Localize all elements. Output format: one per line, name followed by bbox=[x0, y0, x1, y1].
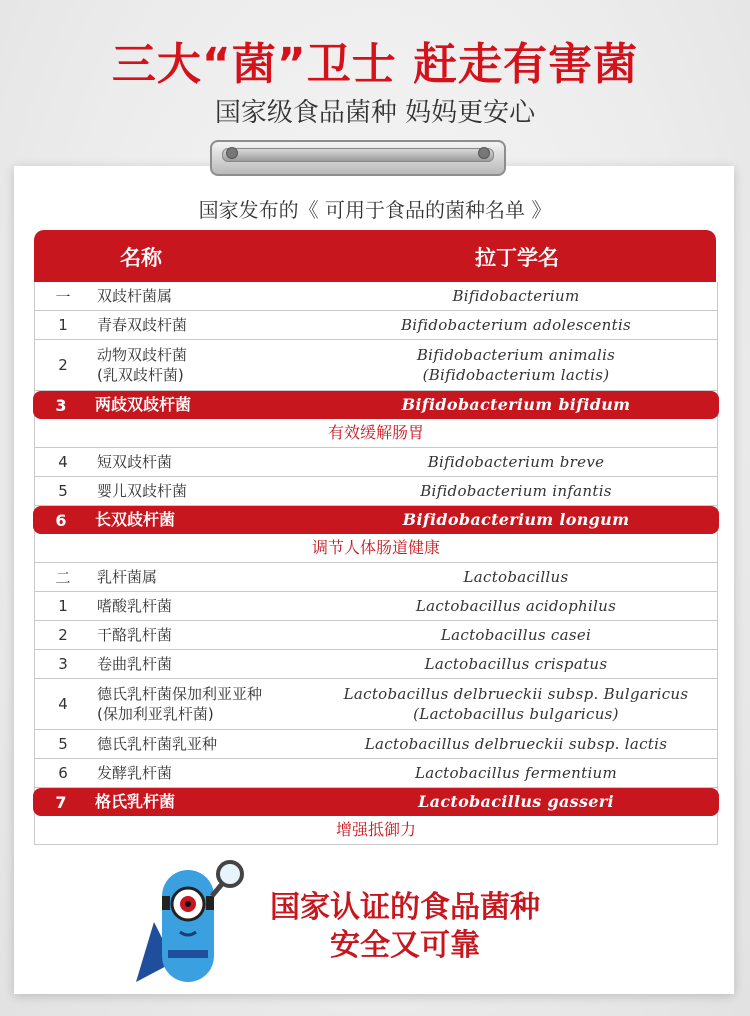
strain-latin-name bbox=[313, 788, 719, 816]
chinese-name-line: 发酵乳杆菌 bbox=[97, 764, 173, 782]
page-title: 三大“菌”卫士 赶走有害菌 bbox=[111, 39, 639, 90]
table-row-highlighted bbox=[33, 506, 719, 534]
strain-latin-name bbox=[315, 679, 717, 729]
strain-latin-name bbox=[315, 592, 717, 620]
page-subtitle: 国家级食品菌种 妈妈更安心 bbox=[214, 98, 536, 128]
latin-name-line: Bifidobacterium infantis bbox=[420, 482, 612, 500]
strain-latin-name bbox=[315, 730, 717, 758]
clipboard-clip-icon bbox=[210, 140, 506, 176]
row-number: 5 bbox=[58, 735, 68, 753]
latin-name-line: Lactobacillus delbrueckii subsp. Bulgaricus bbox=[343, 685, 689, 703]
strain-latin-name bbox=[315, 650, 717, 678]
latin-name-line: Lactobacillus delbrueckii subsp. lactis bbox=[364, 735, 668, 753]
latin-name-line: Bifidobacterium animalis bbox=[416, 346, 616, 364]
latin-name-line: Bifidobacterium longum bbox=[402, 510, 630, 529]
strain-latin-name bbox=[315, 448, 717, 476]
chinese-name-line: 德氏乳杆菌乳亚种 bbox=[97, 735, 218, 753]
strain-chinese-name bbox=[97, 311, 187, 339]
chinese-name-line: 两歧双歧杆菌 bbox=[95, 395, 192, 414]
row-number: 3 bbox=[55, 395, 67, 415]
strain-latin-name bbox=[313, 506, 719, 534]
table-row bbox=[35, 730, 717, 759]
strain-chinese-name bbox=[97, 282, 172, 310]
row-number: 1 bbox=[58, 316, 68, 334]
table-row bbox=[35, 759, 717, 788]
chinese-name-line: 动物双歧杆菌 bbox=[97, 346, 188, 364]
table-header bbox=[34, 230, 716, 282]
row-number: 2 bbox=[58, 626, 68, 644]
strain-latin-name bbox=[315, 759, 717, 787]
strain-chinese-name bbox=[97, 448, 172, 476]
blue-mascot-with-magnifier-icon bbox=[134, 852, 244, 992]
strain-latin-name bbox=[315, 282, 717, 310]
chinese-name-line: 青春双歧杆菌 bbox=[97, 316, 188, 334]
strain-chinese-name bbox=[97, 679, 262, 729]
row-number: 5 bbox=[58, 482, 68, 500]
column-header-name: 名称 bbox=[120, 246, 162, 270]
strain-chinese-name bbox=[97, 592, 172, 620]
row-number: 6 bbox=[55, 510, 67, 530]
strain-chinese-name bbox=[95, 506, 175, 534]
latin-name-line: (Bifidobacterium lactis) bbox=[422, 366, 610, 384]
row-number: 7 bbox=[55, 792, 67, 812]
strain-latin-name bbox=[313, 391, 719, 419]
chinese-name-line: 卷曲乳杆菌 bbox=[97, 655, 173, 673]
strain-chinese-name bbox=[95, 391, 191, 419]
chinese-name-line: 德氏乳杆菌保加利亚亚种 bbox=[97, 685, 263, 703]
row-number: 2 bbox=[58, 356, 68, 374]
slogan-line-1: 国家认证的食品菌种 bbox=[270, 890, 540, 925]
latin-name-line: Bifidobacterium bbox=[452, 287, 580, 305]
row-number: 1 bbox=[58, 597, 68, 615]
table-row bbox=[35, 650, 717, 679]
row-number: 一 bbox=[55, 287, 71, 306]
chinese-name-line: 乳杆菌属 bbox=[97, 568, 158, 586]
table-row bbox=[35, 448, 717, 477]
chinese-name-line: 双歧杆菌属 bbox=[97, 287, 173, 305]
latin-name-line: Lactobacillus casei bbox=[440, 626, 592, 644]
table-row bbox=[35, 311, 717, 340]
chinese-name-line: (保加利亚乳杆菌) bbox=[97, 705, 214, 723]
table-note-row: 增强抵御力 bbox=[35, 816, 717, 845]
table-row-highlighted bbox=[33, 788, 719, 816]
latin-name-line: Bifidobacterium adolescentis bbox=[400, 316, 632, 334]
latin-name-line: Bifidobacterium breve bbox=[427, 453, 605, 471]
table-row bbox=[35, 621, 717, 650]
slogan-line-2: 安全又可靠 bbox=[330, 928, 480, 963]
strain-chinese-name bbox=[97, 759, 172, 787]
strain-chinese-name bbox=[97, 563, 157, 591]
strain-latin-name bbox=[315, 340, 717, 390]
table-row-highlighted bbox=[33, 391, 719, 419]
strain-latin-name bbox=[315, 477, 717, 505]
table-note-row: 调节人体肠道健康 bbox=[35, 534, 717, 563]
strain-chinese-name bbox=[97, 340, 187, 390]
strain-chinese-name bbox=[95, 788, 175, 816]
latin-name-line: Lactobacillus crispatus bbox=[424, 655, 608, 673]
chinese-name-line: 短双歧杆菌 bbox=[97, 453, 173, 471]
chinese-name-line: 婴儿双歧杆菌 bbox=[97, 482, 188, 500]
chinese-name-line: 干酪乳杆菌 bbox=[97, 626, 173, 644]
strain-chinese-name bbox=[97, 621, 172, 649]
row-number: 4 bbox=[58, 695, 68, 713]
strain-latin-name bbox=[315, 563, 717, 591]
latin-name-line: Lactobacillus fermentium bbox=[414, 764, 618, 782]
chinese-name-line: 嗜酸乳杆菌 bbox=[97, 597, 173, 615]
chinese-name-line: (乳双歧杆菌) bbox=[97, 366, 184, 384]
row-number: 二 bbox=[55, 568, 71, 587]
latin-name-line: Lactobacillus acidophilus bbox=[415, 597, 617, 615]
row-number: 6 bbox=[58, 764, 68, 782]
latin-name-line: Lactobacillus bbox=[463, 568, 569, 586]
table-row bbox=[35, 563, 717, 592]
table-row bbox=[35, 477, 717, 506]
strain-chinese-name bbox=[97, 650, 172, 678]
latin-name-line: Lactobacillus gasseri bbox=[418, 792, 614, 811]
strain-chinese-name bbox=[97, 477, 187, 505]
strain-table bbox=[34, 282, 718, 845]
strain-latin-name bbox=[315, 311, 717, 339]
strain-chinese-name bbox=[97, 730, 217, 758]
row-number: 4 bbox=[58, 453, 68, 471]
latin-name-line: Bifidobacterium bifidum bbox=[401, 395, 631, 414]
table-row bbox=[35, 340, 717, 391]
table-row bbox=[35, 679, 717, 730]
chinese-name-line: 长双歧杆菌 bbox=[95, 510, 176, 529]
row-number: 3 bbox=[58, 655, 68, 673]
list-title: 国家发布的《 可用于食品的菌种名单 》 bbox=[198, 198, 552, 222]
chinese-name-line: 格氏乳杆菌 bbox=[95, 792, 176, 811]
table-note-row: 有效缓解肠胃 bbox=[35, 419, 717, 448]
table-row bbox=[35, 592, 717, 621]
latin-name-line: (Lactobacillus bulgaricus) bbox=[413, 705, 619, 723]
table-row bbox=[35, 282, 717, 311]
strain-latin-name bbox=[315, 621, 717, 649]
column-header-latin: 拉丁学名 bbox=[475, 246, 559, 270]
